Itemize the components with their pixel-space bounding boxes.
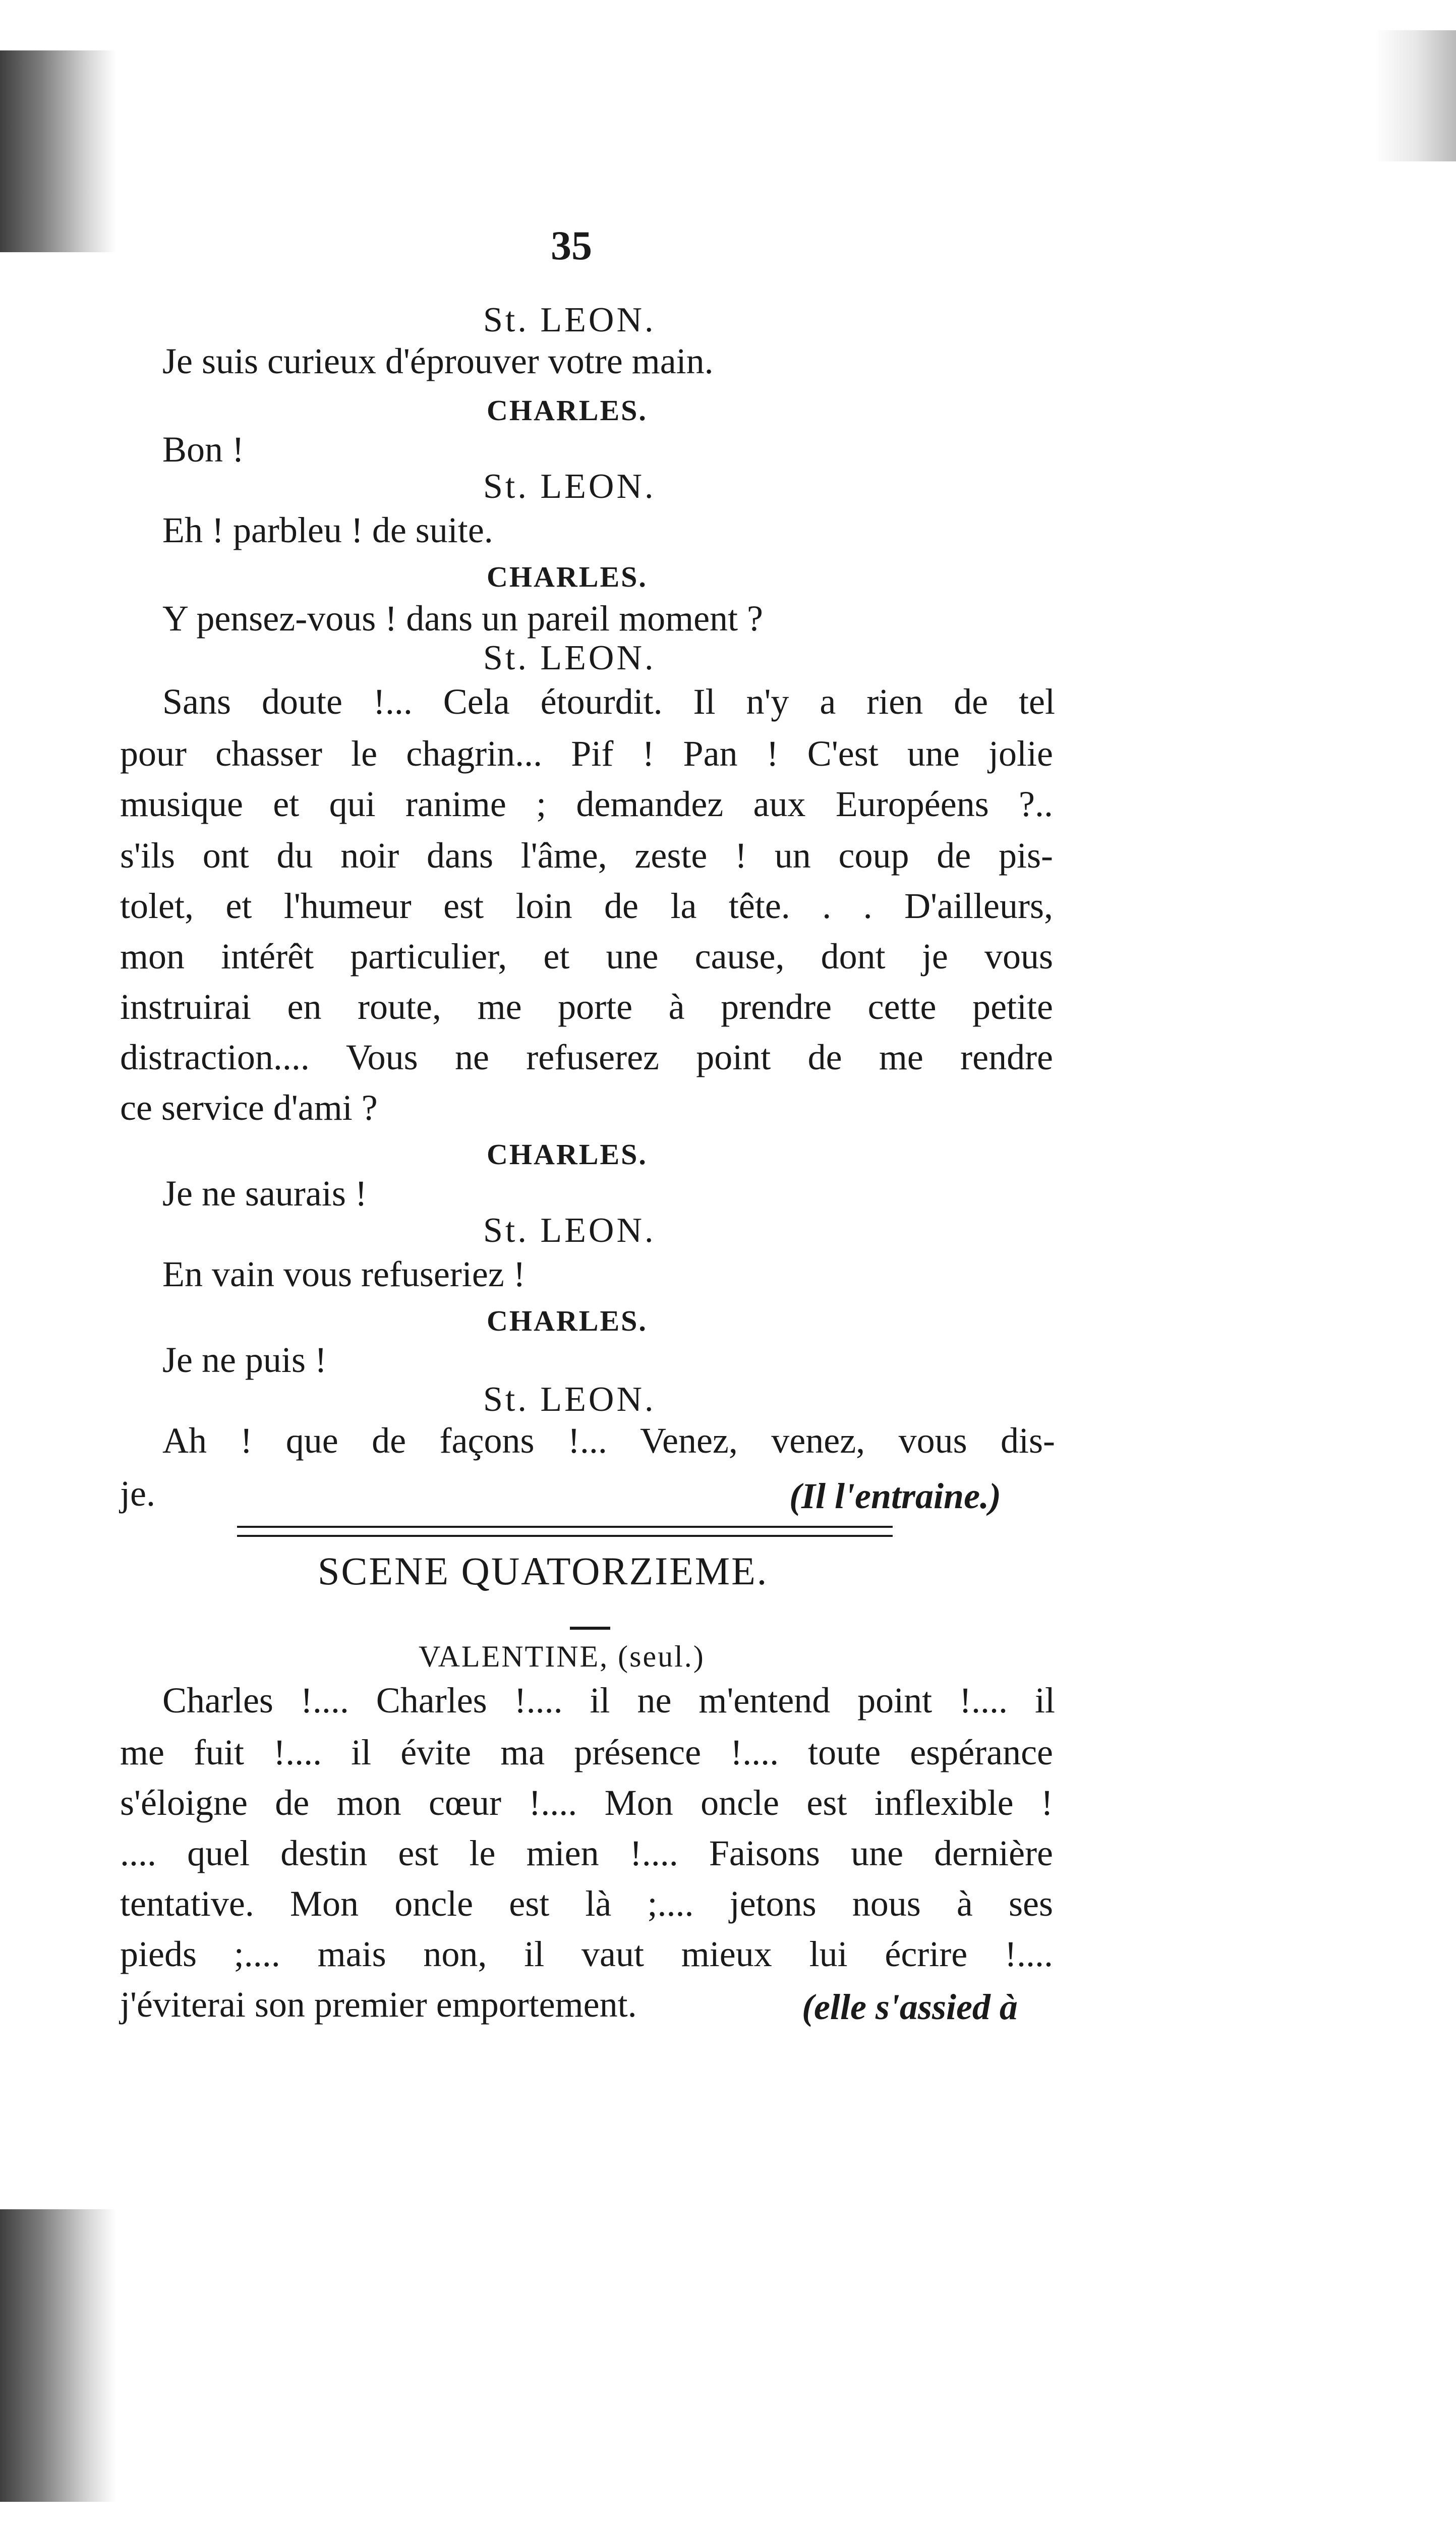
dialogue-line: Eh ! parbleu ! de suite. bbox=[162, 510, 493, 550]
speaker-st-leon: St. LEON. bbox=[483, 301, 656, 339]
dialogue-line: En vain vous refuseriez ! bbox=[162, 1254, 526, 1294]
dialogue-line: tolet, et l'humeur est loin de la tête. . . D'ailleurs, bbox=[120, 886, 1053, 926]
dialogue-line: distraction.... Vous ne refuserez point de me rendre bbox=[120, 1037, 1053, 1077]
scene-title: SCENE QUATORZIEME. bbox=[318, 1549, 769, 1593]
speaker-st-leon: St. LEON. bbox=[483, 1211, 656, 1250]
dialogue-line: s'ils ont du noir dans l'âme, zeste ! un coup de pis- bbox=[120, 835, 1053, 876]
stage-direction: (elle s'assied à bbox=[802, 1987, 1018, 2027]
speaker-st-leon: St. LEON. bbox=[483, 639, 656, 677]
page-edge-shadow-right bbox=[1375, 30, 1456, 161]
speaker-charles: CHARLES. bbox=[487, 560, 648, 593]
speaker-charles: CHARLES. bbox=[487, 394, 648, 427]
double-rule-divider bbox=[237, 1526, 893, 1528]
stage-direction: (Il l'entraine.) bbox=[789, 1476, 1002, 1516]
speaker-charles: CHARLES. bbox=[487, 1304, 648, 1337]
dialogue-line: ce service d'ami ? bbox=[120, 1087, 378, 1128]
double-rule-divider bbox=[237, 1535, 893, 1537]
dialogue-line: Bon ! bbox=[162, 429, 244, 470]
scene-line: pieds ;.... mais non, il vaut mieux lui écrire !.... bbox=[120, 1934, 1053, 1974]
scene-title-dash bbox=[570, 1627, 610, 1630]
page-number: 35 bbox=[551, 222, 592, 268]
dialogue-line: Y pensez-vous ! dans un pareil moment ? bbox=[162, 598, 763, 639]
dialogue-line: je. bbox=[120, 1473, 155, 1514]
scene-line: j'éviterai son premier emportement. bbox=[120, 1984, 637, 2025]
page-edge-shadow-bottom bbox=[0, 2209, 116, 2502]
dialogue-line: Sans doute !... Cela étourdit. Il n'y a rien de tel bbox=[162, 681, 1055, 722]
speaker-valentine: VALENTINE, (seul.) bbox=[419, 1640, 705, 1673]
dialogue-line: Je ne saurais ! bbox=[162, 1173, 367, 1214]
dialogue-line: Ah ! que de façons !... Venez, venez, vous dis- bbox=[162, 1420, 1055, 1461]
dialogue-line: mon intérêt particulier, et une cause, dont je vous bbox=[120, 936, 1053, 977]
scene-line: tentative. Mon oncle est là ;.... jetons nous à ses bbox=[120, 1883, 1053, 1924]
dialogue-line: Je ne puis ! bbox=[162, 1340, 327, 1380]
scene-line: me fuit !.... il évite ma présence !.... toute espérance bbox=[120, 1732, 1053, 1772]
scene-line: s'éloigne de mon cœur !.... Mon oncle est inflexible ! bbox=[120, 1783, 1053, 1823]
speaker-st-leon: St. LEON. bbox=[483, 1380, 656, 1419]
speaker-charles: CHARLES. bbox=[487, 1138, 648, 1171]
scene-line: .... quel destin est le mien !.... Faisons une dernière bbox=[120, 1833, 1053, 1873]
dialogue-line: instruirai en route, me porte à prendre cette petite bbox=[120, 987, 1053, 1027]
dialogue-line: Je suis curieux d'éprouver votre main. bbox=[162, 341, 714, 381]
page-edge-shadow-top bbox=[0, 50, 116, 252]
scene-line: Charles !.... Charles !.... il ne m'entend point !.... il bbox=[162, 1680, 1055, 1721]
dialogue-line: pour chasser le chagrin... Pif ! Pan ! C'est une jolie bbox=[120, 733, 1053, 774]
speaker-st-leon: St. LEON. bbox=[483, 467, 656, 506]
dialogue-line: musique et qui ranime ; demandez aux Européens ?.. bbox=[120, 784, 1053, 824]
